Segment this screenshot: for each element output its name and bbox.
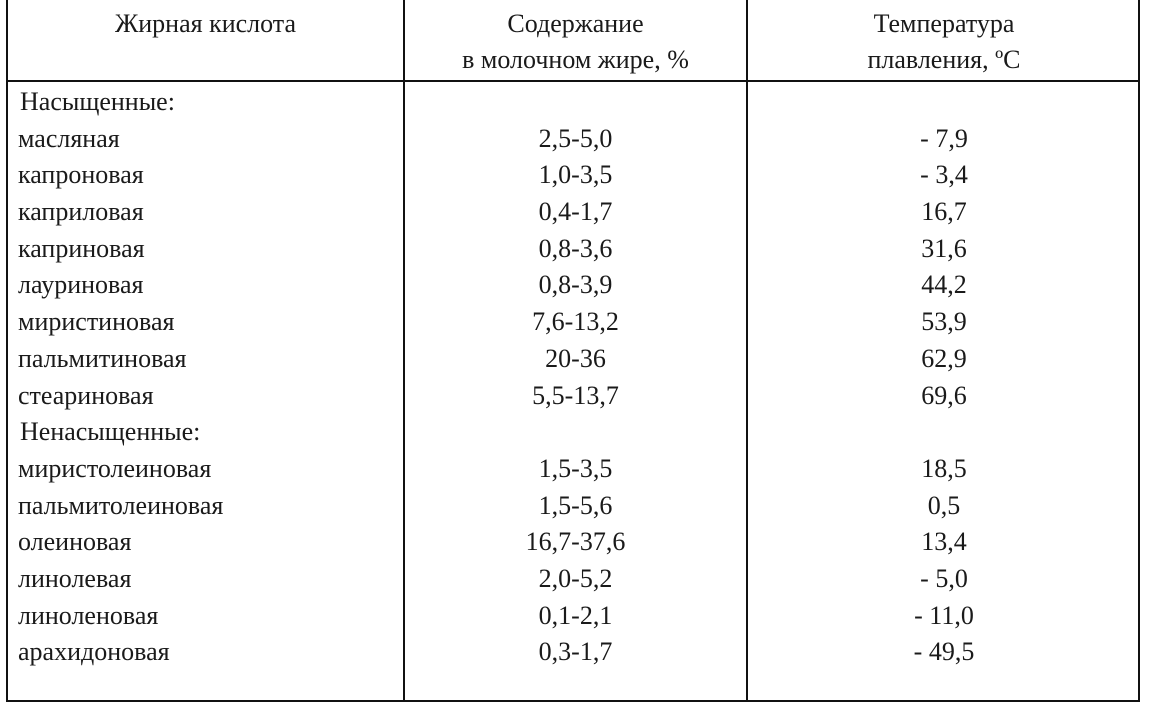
table-row — [8, 634, 1138, 671]
fatty-acid-table — [6, 0, 1140, 702]
melting-temp-cell: 44,2 — [921, 270, 967, 300]
table-row — [8, 267, 1138, 304]
acid-name-cell: масляная — [18, 123, 120, 153]
acid-name-cell: каприловая — [18, 197, 144, 227]
melting-temp-cell: 62,9 — [921, 343, 967, 373]
table-group-row — [8, 84, 1138, 121]
content-cell: 1,5-3,5 — [538, 453, 613, 483]
header-content-line: Содержание — [507, 9, 644, 38]
header-content-line: в молочном жире, % — [462, 45, 689, 74]
melting-temp-cell: 0,5 — [927, 490, 961, 520]
melting-temp-cell: 69,6 — [921, 380, 967, 410]
acid-name-cell: пальмитиновая — [18, 343, 187, 373]
group-label: Ненасыщенные: — [20, 417, 201, 447]
acid-name-cell: стеариновая — [18, 380, 154, 410]
content-cell: 0,3-1,7 — [538, 637, 613, 667]
header-temperature-line: Температура — [873, 9, 1015, 38]
acid-name-cell: каприновая — [18, 233, 145, 263]
melting-temp-cell: 16,7 — [921, 197, 967, 227]
header-temperature — [748, 0, 1140, 80]
content-cell: 2,0-5,2 — [538, 563, 613, 593]
header-acid-line: Жирная кислота — [114, 9, 297, 38]
header-separator — [8, 80, 1138, 82]
table-row — [8, 304, 1138, 341]
melting-temp-cell: 53,9 — [921, 307, 967, 337]
table-row — [8, 561, 1138, 598]
content-cell: 0,1-2,1 — [538, 600, 613, 630]
acid-name-cell: арахидоновая — [18, 637, 170, 667]
table-row — [8, 194, 1138, 231]
melting-temp-cell: 31,6 — [921, 233, 967, 263]
content-cell: 20-36 — [545, 343, 606, 373]
table-row — [8, 451, 1138, 488]
acid-name-cell: миристолеиновая — [18, 453, 212, 483]
table-row — [8, 157, 1138, 194]
table-row — [8, 378, 1138, 415]
acid-name-cell: миристиновая — [18, 307, 175, 337]
content-cell: 5,5-13,7 — [532, 380, 619, 410]
content-cell: 16,7-37,6 — [525, 527, 626, 557]
melting-temp-cell: - 3,4 — [920, 160, 968, 190]
melting-temp-cell: - 11,0 — [914, 600, 974, 630]
acid-name-cell: пальмитолеиновая — [18, 490, 224, 520]
table-row — [8, 121, 1138, 158]
melting-temp-cell: 13,4 — [921, 527, 967, 557]
content-cell: 1,0-3,5 — [538, 160, 613, 190]
table-row — [8, 231, 1138, 268]
melting-temp-cell: - 5,0 — [920, 563, 968, 593]
content-cell: 0,4-1,7 — [538, 197, 613, 227]
melting-temp-cell: - 49,5 — [913, 637, 975, 667]
melting-temp-cell: 18,5 — [921, 453, 967, 483]
header-temperature-line: плавления, ºС — [867, 45, 1021, 74]
content-cell: 0,8-3,9 — [538, 270, 613, 300]
content-cell: 7,6-13,2 — [532, 307, 619, 337]
header-acid — [8, 0, 403, 80]
table-row — [8, 524, 1138, 561]
acid-name-cell: олеиновая — [18, 527, 132, 557]
acid-name-cell: лауриновая — [18, 270, 144, 300]
table-row — [8, 598, 1138, 635]
table-row — [8, 341, 1138, 378]
table-row — [8, 488, 1138, 525]
table-body — [8, 84, 1138, 671]
acid-name-cell: капроновая — [18, 160, 144, 190]
table-group-row — [8, 414, 1138, 451]
header-content — [405, 0, 746, 80]
content-cell: 1,5-5,6 — [538, 490, 613, 520]
content-cell: 0,8-3,6 — [538, 233, 613, 263]
melting-temp-cell: - 7,9 — [920, 123, 968, 153]
content-cell: 2,5-5,0 — [538, 123, 613, 153]
acid-name-cell: линолевая — [18, 563, 132, 593]
acid-name-cell: линоленовая — [18, 600, 159, 630]
group-label: Насыщенные: — [20, 87, 175, 116]
